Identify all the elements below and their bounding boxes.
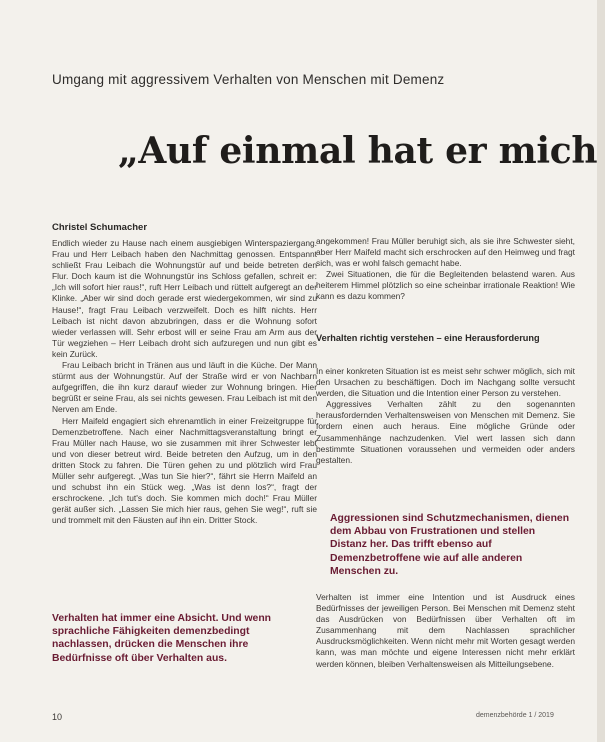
page-fold-shadow: [597, 0, 605, 742]
paragraph: Zwei Situationen, die für die Begleitenden belastend waren. Aus heiterem Himmel plötzlich so eine scheinbar irrationale Reaktion! Wie kann es dazu kommen?: [316, 269, 575, 302]
paragraph: Aggressives Verhalten zählt zu den sogenannten herausfordernden Verhaltensweisen von Menschen mit Demenz. Sie fordern einen auch heraus. Eine mögliche Gründe oder Zusammenhänge nachzudenken. Viel wert lassen sich dann bestimmte Situationen voraussehen und vermeiden oder anders gestalten.: [316, 399, 575, 465]
right-column-bottom-text: [316, 592, 575, 704]
left-column-text: [52, 238, 317, 606]
paragraph: Verhalten ist immer eine Intention und ist Ausdruck eines Bedürfnisses der jeweiligen Person. Bei Menschen mit Demenz steht das Ausdrücken von Bedürfnissen über Verhalten oft im Zusammenhang mit dem Nachlassen sprachlicher Ausdrucksmöglichkeiten. Wenn nicht mehr mit Worten gesagt werden kann, was man möchte und eigene Interessen nicht mehr erklärt werden können, bleiben Verhaltensweisen als Mitteilungsebene.: [316, 592, 575, 669]
paragraph: Endlich wieder zu Hause nach einem ausgiebigen Winterspaziergang. Frau und Herr Leibach haben den Nachmittag genossen. Entspannt schließt Frau Leibach die Wohnungstür auf und beide betreten den Flur. Doch kaum ist die Wohnungstür ins Schloss gefallen, schreit er: „Ich will sofort hier raus!“, ruft Herr Leibach und rüttelt aufgeregt an der Klinke. „Aber wir sind doch gerade erst wiedergekommen, wir sind zu Hause!“, fragt Frau Leibach verzweifelt. Doch es hilft nichts. Herr Leibach ist nicht davon abzubringen, dass er die Wohnung sofort wieder verlassen will. Sehr erbost will er seine Frau am Arm aus der Tür wegziehen – Herr Leibach droht sich aufzuregen und nun gibt es kein Zurück.: [52, 238, 317, 359]
article-headline: „Auf einmal hat er mich: [118, 130, 598, 172]
right-column-middle-text: [316, 366, 575, 496]
paragraph: Frau Leibach bricht in Tränen aus und läuft in die Küche. Der Mann stürmt aus der Wohnungstür. Auf der Straße wird er von Nachbarn aufgegriffen, die ihn kurz darauf wieder zur Wohnung bringen. Hier begrüßt er seine Frau, als sei nichts gewesen. Frau Leibach ist mit den Nerven am Ende.: [52, 360, 317, 415]
page-number: 10: [52, 712, 63, 722]
article-kicker: Umgang mit aggressivem Verhalten von Menschen mit Demenz: [52, 72, 445, 87]
section-subheading: Verhalten richtig verstehen – eine Herausforderung: [316, 333, 540, 343]
right-column-top-text: [316, 236, 575, 302]
author-name: Christel Schumacher: [52, 222, 148, 233]
paragraph: Herr Maifeld engagiert sich ehrenamtlich in einer Freizeitgruppe für Demenzbetroffene. Nach einer Nachmittagsveranstaltung bringt er Frau Müller nach Hause, wo sie zusammen mit ihrer Schwester lebt und von dieser betreut wird. Beide betreten den Aufzug, um in den dritten Stock zu fahren. Die Türen gehen zu und plötzlich wird Frau Müller sehr aufgeregt. „Was tun Sie hier?“, fährt sie Herrn Maifeld an und schubst ihn ein Stück weg. „Was ist denn los?“, fragt der erschrockene. „Ich tut's doch. Sie kommen mich doch!“ Frau Müller gerät außer sich. „Lassen Sie mich hier raus, gehen Sie weg!“, ruft sie und trommelt mit den Fäusten auf ihn ein. Dritter Stock.: [52, 415, 317, 526]
pull-quote-left: Verhalten hat immer eine Absicht. Und wenn sprachliche Fähigkeiten demenzbedingt nachlassen, drücken die Menschen ihre Bedürfnisse oft über Verhalten aus.: [52, 613, 272, 664]
paragraph: angekommen! Frau Müller beruhigt sich, als sie ihre Schwester sieht, aber Herr Maifeld macht sich erschrocken auf den Heimweg und fragt sich, was er wohl falsch gemacht habe.: [316, 236, 575, 269]
pull-quote-right: Aggressionen sind Schutzmechanismen, dienen dem Abbau von Frustrationen und stellen Distanz her. Das trifft ebenso auf Demenzbetroffene wie auf alle anderen Menschen zu.: [330, 513, 570, 577]
footer-publication: demenzbehörde 1 / 2019: [476, 712, 554, 719]
paragraph: In einer konkreten Situation ist es meist sehr schwer möglich, sich mit den Ursachen zu beschäftigen. Doch im Nachgang sollte versucht werden, die Situation und die Intention einer Person zu verstehen.: [316, 366, 575, 399]
